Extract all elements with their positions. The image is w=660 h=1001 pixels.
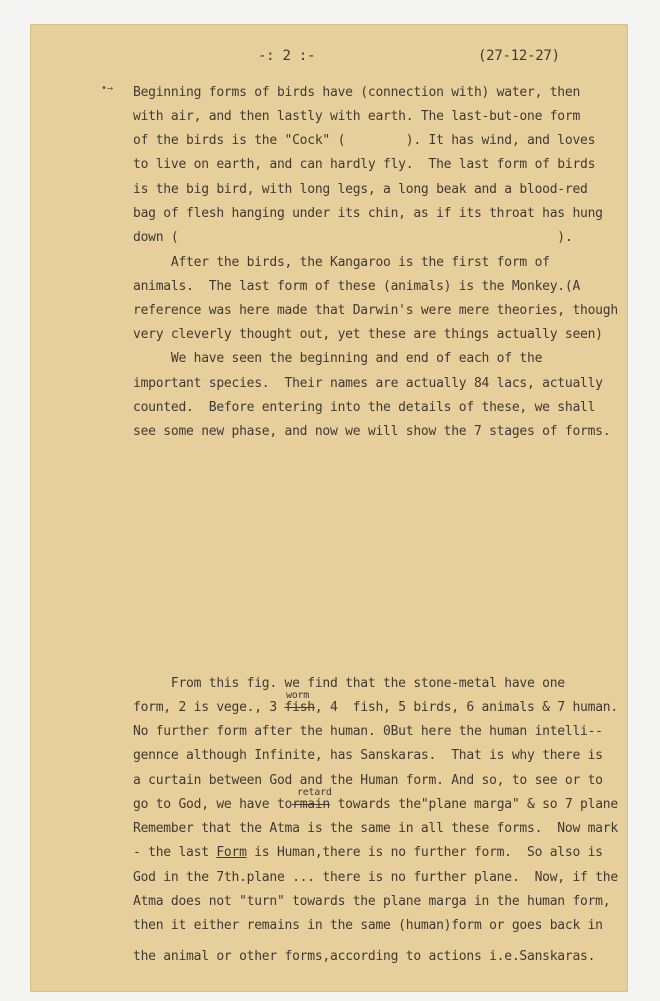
page-number: -: 2 :- — [258, 48, 316, 64]
para4-line-8 — [133, 846, 603, 859]
para3-line-3: counted. Before entering into the details of these, we shall — [133, 400, 596, 415]
para1-line-2: with air, and then lastly with earth. The last-but-one form — [133, 109, 581, 124]
para1-line-1: Beginning forms of birds have (connection with) water, then — [133, 85, 581, 100]
para4-line-10: Atma does not "turn" towards the plane marga in the human form, — [133, 894, 611, 909]
para1-line-7: down ( ). — [133, 230, 573, 245]
para4-line-6 — [133, 798, 618, 811]
para2-line-2: animals. The last form of these (animals) is the Monkey.(A — [133, 279, 581, 294]
para4-line-2 — [133, 701, 618, 714]
para4-line-12: the animal or other forms,according to actions i.e.Sanskaras. — [133, 949, 596, 964]
para4-line-5: a curtain between God and the Human form. And so, to see or to — [133, 773, 603, 788]
para3-line-2: important species. Their names are actually 84 lacs, actually — [133, 376, 603, 391]
para1-line-5: is the big bird, with long legs, a long beak and a blood-red — [133, 182, 588, 197]
page-date: (27-12-27) — [478, 48, 560, 64]
para4-line-7: Remember that the Atma is the same in all these forms. Now mark — [133, 821, 618, 836]
para4-line-6-end: towards the"plane marga" & so 7 plane — [330, 797, 618, 812]
para4-line-9: God in the 7th.plane ... there is no further plane. Now, if the — [133, 870, 618, 885]
para4-line-1: From this fig. we find that the stone-metal have one — [133, 676, 565, 691]
para4-overtype-worm: worm — [286, 690, 310, 701]
para4-line-8-start: - the last — [133, 845, 217, 860]
para4-line-2-start: form, 2 is vege., 3 — [133, 700, 285, 715]
para4-line-8-end: is Human,there is no further form. So also is — [246, 845, 603, 860]
para4-line-2-end: , 4 fish, 5 birds, 6 animals & 7 human. — [314, 700, 618, 715]
para4-line-6-start: go to God, we have to — [133, 797, 293, 812]
para3-line-1: We have seen the beginning and end of each of the — [133, 351, 543, 366]
struck-word-remain: rmain — [292, 797, 331, 812]
margin-arrow-mark: •→ — [101, 83, 114, 94]
para4-overtype-retard: retard — [297, 787, 332, 798]
para1-line-4: to live on earth, and can hardly fly. The last form of birds — [133, 157, 596, 172]
underlined-word-form: Form — [216, 845, 247, 860]
struck-word-fish: fish — [284, 700, 315, 715]
para3-line-4: see some new phase, and now we will show the 7 stages of forms. — [133, 424, 611, 439]
para2-line-3: reference was here made that Darwin's were mere theories, though — [133, 303, 618, 318]
para1-line-3: of the birds is the "Cock" ( ). It has wind, and loves — [133, 133, 596, 148]
para4-line-4: gennce although Infinite, has Sanskaras. That is why there is — [133, 748, 603, 763]
para2-line-1: After the birds, the Kangaroo is the first form of — [133, 255, 550, 270]
para4-line-11: then it either remains in the same (human)form or goes back in — [133, 918, 603, 933]
para4-line-3: No further form after the human. 0But here the human intelli-- — [133, 724, 603, 739]
para1-line-6: bag of flesh hanging under its chin, as if its throat has hung — [133, 206, 603, 221]
para2-line-4: very cleverly thought out, yet these are things actually seen) — [133, 327, 603, 342]
